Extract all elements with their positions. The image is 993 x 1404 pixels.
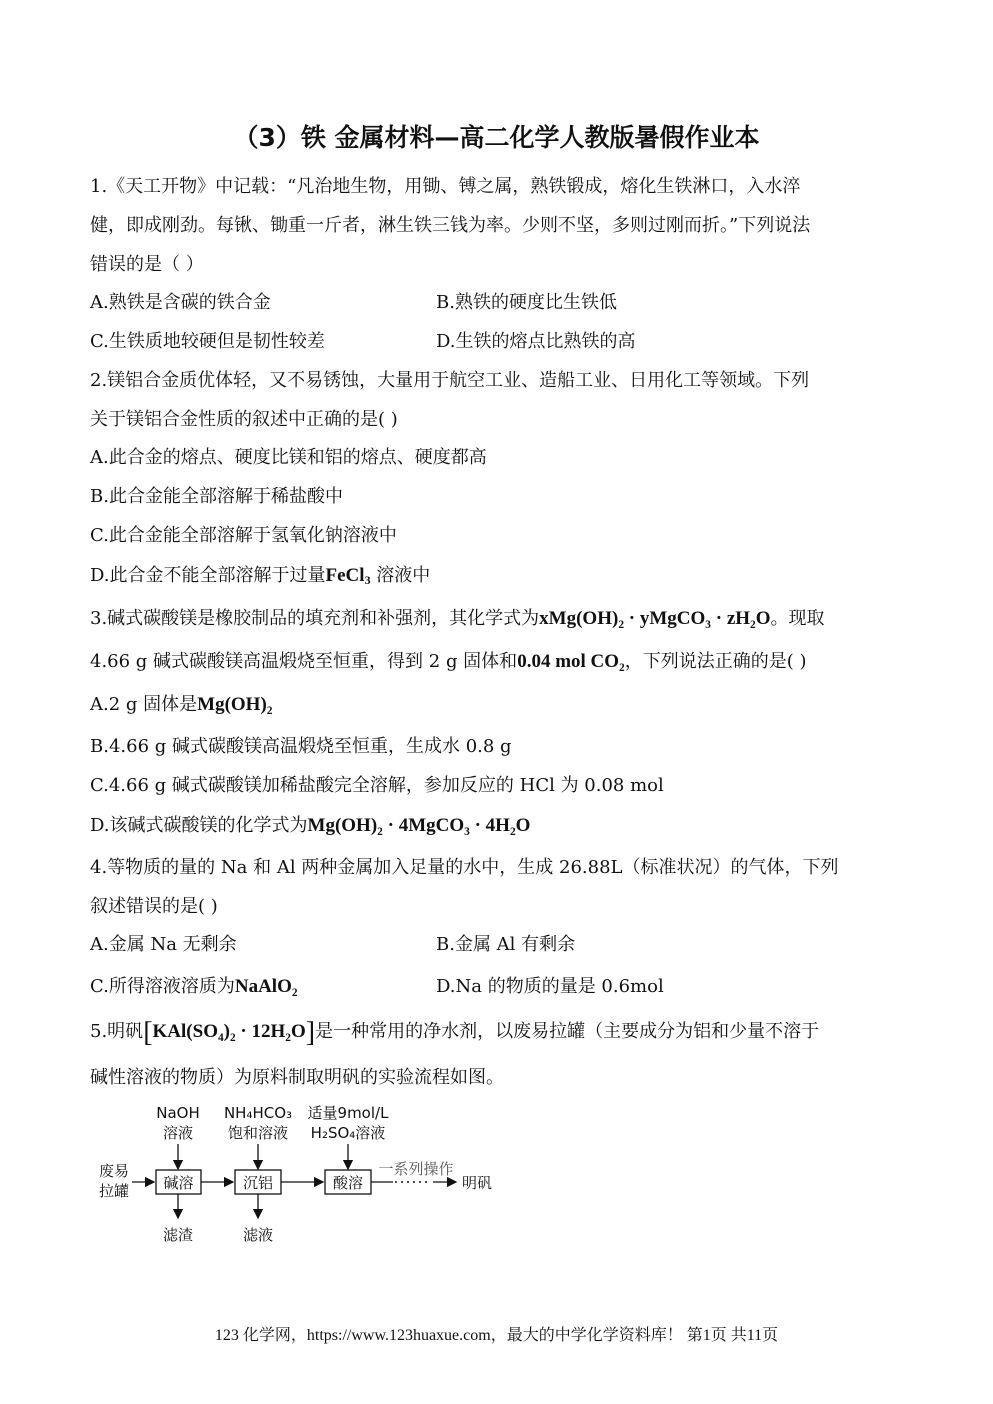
q3-option-b: B.4.66 g 碱式碳酸镁高温煅烧至恒重，生成水 0.8 g xyxy=(90,736,512,757)
q1-stem-line1: 1.《天工开物》中记载：“凡治地生物，用锄、镈之属，熟铁锻成，熔化生铁淋口，入水淬 xyxy=(90,176,801,197)
q2-stem-line1: 2.镁铝合金质优体轻，又不易锈蚀，大量用于航空工业、造船工业、日用化工等领域。下列 xyxy=(90,370,810,391)
filtrate-label: 滤液 xyxy=(242,1226,274,1244)
q3-stem-suffix: 。现取 xyxy=(770,608,825,629)
q1-option-b: B.熟铁的硬度比生铁低 xyxy=(436,292,617,313)
q3-option-d xyxy=(90,814,530,838)
q2-option-d-formula: FeCl$_3$ xyxy=(325,565,371,587)
q2-option-d-suffix: 溶液中 xyxy=(376,565,431,586)
q4-option-b: B.金属 Al 有剩余 xyxy=(436,934,576,955)
q3-line2-suffix: ，下列说法正确的是( ) xyxy=(624,651,807,672)
q1-stem-line3: 错误的是（ ） xyxy=(90,254,204,275)
reagent3-line1: 适量9mol/L xyxy=(307,1104,389,1122)
q3-option-c: C.4.66 g 碱式碳酸镁加稀盐酸完全溶解，参加反应的 HCl 为 0.08 mol xyxy=(90,775,664,796)
q3-stem-line1 xyxy=(90,607,825,631)
q5-stem-line1 xyxy=(90,1017,820,1048)
q3-option-a xyxy=(90,693,272,717)
page-title: （3）铁 金属材料—高二化学人教版暑假作业本 xyxy=(233,123,760,152)
q3-line2-text: 4.66 g 碱式碳酸镁高温煅烧至恒重，得到 2 g 固体和 xyxy=(90,651,518,672)
start-label-line1: 废易 xyxy=(98,1162,130,1180)
q2-option-d-text: D.此合金不能全部溶解于过量 xyxy=(90,565,326,586)
q3-option-d-text: D.该碱式碳酸镁的化学式为 xyxy=(90,815,308,836)
q2-option-c: C.此合金能全部溶解于氢氧化钠溶液中 xyxy=(90,525,397,546)
q3-stem-line2 xyxy=(90,650,807,674)
q4-option-c-formula: NaAlO₂ xyxy=(234,976,298,997)
q4-stem-line2: 叙述错误的是( ) xyxy=(90,896,218,917)
q3-option-a-text: A.2 g 固体是 xyxy=(90,694,198,715)
reagent2-line2: 饱和溶液 xyxy=(227,1124,289,1142)
reagent1-line1: NaOH xyxy=(156,1104,200,1122)
q4-option-a: A.金属 Na 无剩余 xyxy=(90,934,237,955)
q4-option-c-text: C.所得溶液溶质为 xyxy=(90,976,235,997)
q2-stem-line2: 关于镁铝合金性质的叙述中正确的是( ) xyxy=(90,409,398,430)
page-footer: 123 化学网，https://www.123huaxue.com，最大的中学化学资料库！ 第1页 共11页 xyxy=(214,1327,779,1344)
q5-stem-text: 5.明矾 xyxy=(90,1021,144,1042)
box3-label: 酸溶 xyxy=(332,1174,364,1192)
q3-stem-text: 3.碱式碳酸镁是橡胶制品的填充剂和补强剂，其化学式为 xyxy=(90,608,540,629)
q3-option-d-formula: Mg(OH)₂ · 4MgCO₃ · 4H₂O xyxy=(307,815,531,836)
q2-option-a: A.此合金的熔点、硬度比镁和铝的熔点、硬度都高 xyxy=(90,447,487,468)
q5-stem-line2: 碱性溶液的物质）为原料制取明矾的实验流程如图。 xyxy=(90,1067,504,1088)
q2-option-b: B.此合金能全部溶解于稀盐酸中 xyxy=(90,486,343,507)
q1-stem-line2: 健，即成刚劲。每锹、锄重一斤者，淋生铁三钱为率。少则不坚，多则过刚而折。”下列说法 xyxy=(90,215,811,236)
reagent3-line2: H₂SO₄溶液 xyxy=(310,1124,386,1142)
q4-option-c xyxy=(90,975,298,999)
product-label: 明矾 xyxy=(461,1174,493,1192)
box1-label: 碱溶 xyxy=(163,1174,194,1192)
residue-label: 滤渣 xyxy=(162,1226,194,1244)
process-flow-diagram xyxy=(90,1098,520,1248)
q3-co2-amount: 0.04 mol CO₂ xyxy=(517,651,625,672)
q1-option-a: A.熟铁是含碳的铁合金 xyxy=(90,292,271,313)
q1-option-d: D.生铁的熔点比熟铁的高 xyxy=(436,331,636,352)
q4-option-d: D.Na 的物质的量是 0.6mol xyxy=(436,976,664,997)
box2-label: 沉铝 xyxy=(242,1174,274,1192)
reagent2-line1: NH₄HCO₃ xyxy=(223,1104,293,1122)
reagent1-line2: 溶液 xyxy=(162,1124,194,1142)
q3-option-a-formula: Mg(OH)₂ xyxy=(197,694,273,715)
q4-stem-line1: 4.等物质的量的 Na 和 Al 两种金属加入足量的水中，生成 26.88L（标准状况）的气体，下列 xyxy=(90,857,839,878)
start-label-line2: 拉罐 xyxy=(98,1182,130,1200)
q1-option-c: C.生铁质地较硬但是韧性较差 xyxy=(90,331,325,352)
steps-label: 一系列操作 xyxy=(378,1160,454,1178)
q5-stem-suffix: 是一种常用的净水剂，以废易拉罐（主要成分为铝和少量不溶于 xyxy=(315,1021,820,1042)
q3-formula: xMg(OH)₂ · yMgCO₃ · zH₂O xyxy=(539,608,771,629)
q5-formula: [KAl(SO₄)₂ · 12H₂O] xyxy=(143,1017,316,1048)
q2-option-d xyxy=(90,564,430,588)
